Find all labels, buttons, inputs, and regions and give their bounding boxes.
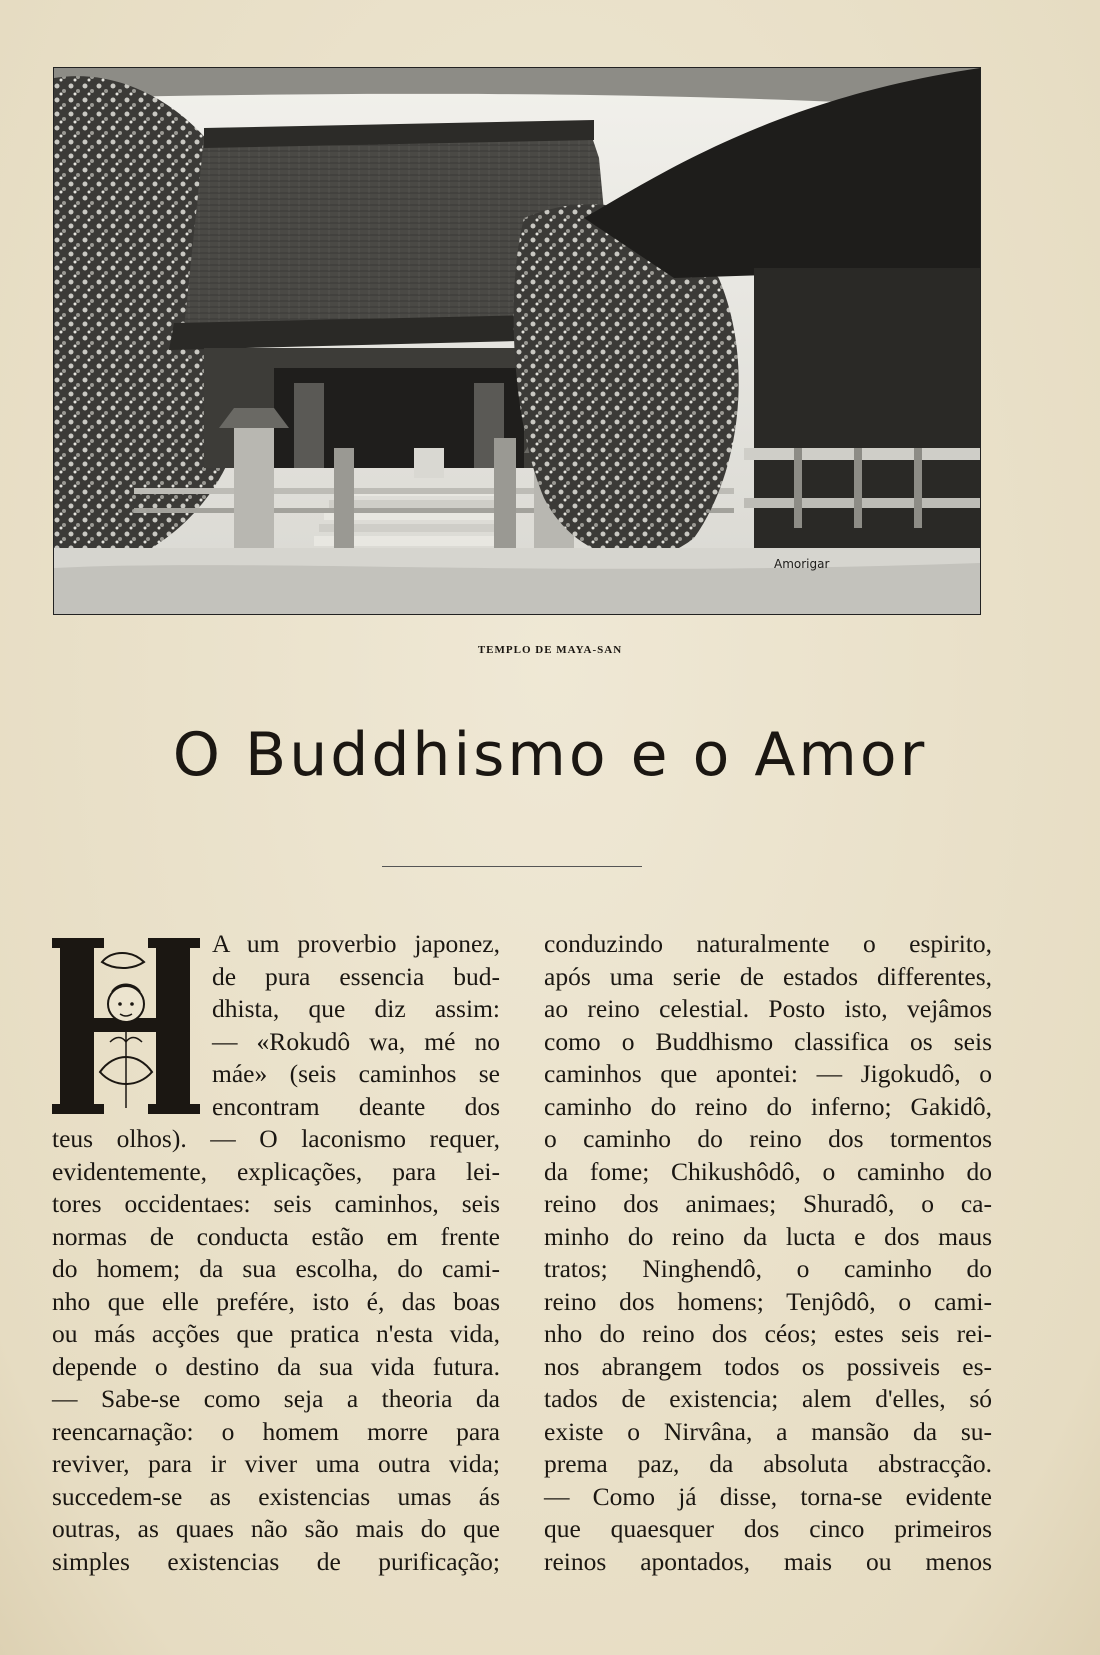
article-title: O Buddhismo e o Amor [172,720,928,790]
temple-photo [54,68,980,614]
text-line: conduzindo naturalmente o espirito, [544,929,992,958]
text-line: simples existencias de purificação; [52,1546,500,1576]
temple-illustration [54,68,980,614]
dropcap-letter [52,932,200,1120]
text-line: ao reino celestial. Posto isto, vejâmos [544,994,992,1023]
text-line: que quaesquer dos cinco primeiros [544,1514,992,1543]
title-divider [382,866,642,867]
left-column [52,928,500,1578]
text-line: o caminho do reino dos tormentos [544,1124,992,1153]
text-line: tores occidentaes: seis caminhos, seis [52,1189,500,1218]
text-line: nho do reino dos céos; estes seis rei- [544,1319,992,1348]
text-line: teus olhos). — O laconismo requer, [52,1124,500,1153]
text-line: A um proverbio japonez, [212,929,500,958]
right-column-text [544,928,992,1578]
text-line: reviver, para ir viver uma outra vida; [52,1449,500,1478]
text-line: reencarnação: o homem morre para [52,1416,500,1446]
text-line: do homem; da sua escolha, do cami- [52,1254,500,1283]
text-line: reinos apontados, mais ou menos [544,1546,992,1576]
right-column [544,928,992,1578]
text-line: normas de conducta estão em frente [52,1221,500,1251]
text-line: caminhos que apontei: — Jigokudô, o [544,1059,992,1088]
text-line: reino dos homens; Tenjôdô, o cami- [544,1286,992,1316]
text-line: tados de existencia; alem d'elles, só [544,1384,992,1413]
text-line: máe» (seis caminhos se [212,1059,500,1088]
text-line: de pura essencia bud- [212,961,500,991]
text-line: depende o destino da sua vida futura. [52,1351,500,1381]
text-line: — Como já disse, torna-se evidente [544,1481,992,1511]
text-line: reino dos animaes; Shuradô, o ca- [544,1189,992,1218]
text-line: outras, as quaes não são mais do que [52,1514,500,1543]
text-line: — «Rokudô wa, mé no [212,1026,500,1056]
text-line: nos abrangem todos os possiveis es- [544,1351,992,1381]
text-line: encontram deante dos [212,1091,500,1121]
text-line: após uma serie de estados differentes, [544,961,992,991]
text-line: dhista, que diz assim: [212,994,500,1023]
text-line: nho que elle prefére, isto é, das boas [52,1286,500,1316]
text-line: caminho do reino do inferno; Gakidô, [544,1091,992,1121]
text-line: prema paz, da absoluta abstracção. [544,1449,992,1478]
text-line: evidentemente, explicações, para lei- [52,1156,500,1186]
text-line: ou más acções que pratica n'esta vida, [52,1319,500,1348]
text-line: — Sabe-se como seja a theoria da [52,1384,500,1413]
text-line: como o Buddhismo classifica os seis [544,1026,992,1056]
text-line: da fome; Chikushôdô, o caminho do [544,1156,992,1186]
photo-signature: Amorigar [774,557,830,571]
text-line: minho do reino da lucta e dos maus [544,1221,992,1251]
photo-caption: TEMPLO DE MAYA-SAN [477,644,623,656]
dropcap [52,932,200,1120]
text-line: tratos; Ninghendô, o caminho do [544,1254,992,1283]
text-line: existe o Nirvâna, a mansão da su- [544,1416,992,1446]
text-line: succedem-se as existencias umas ás [52,1481,500,1511]
